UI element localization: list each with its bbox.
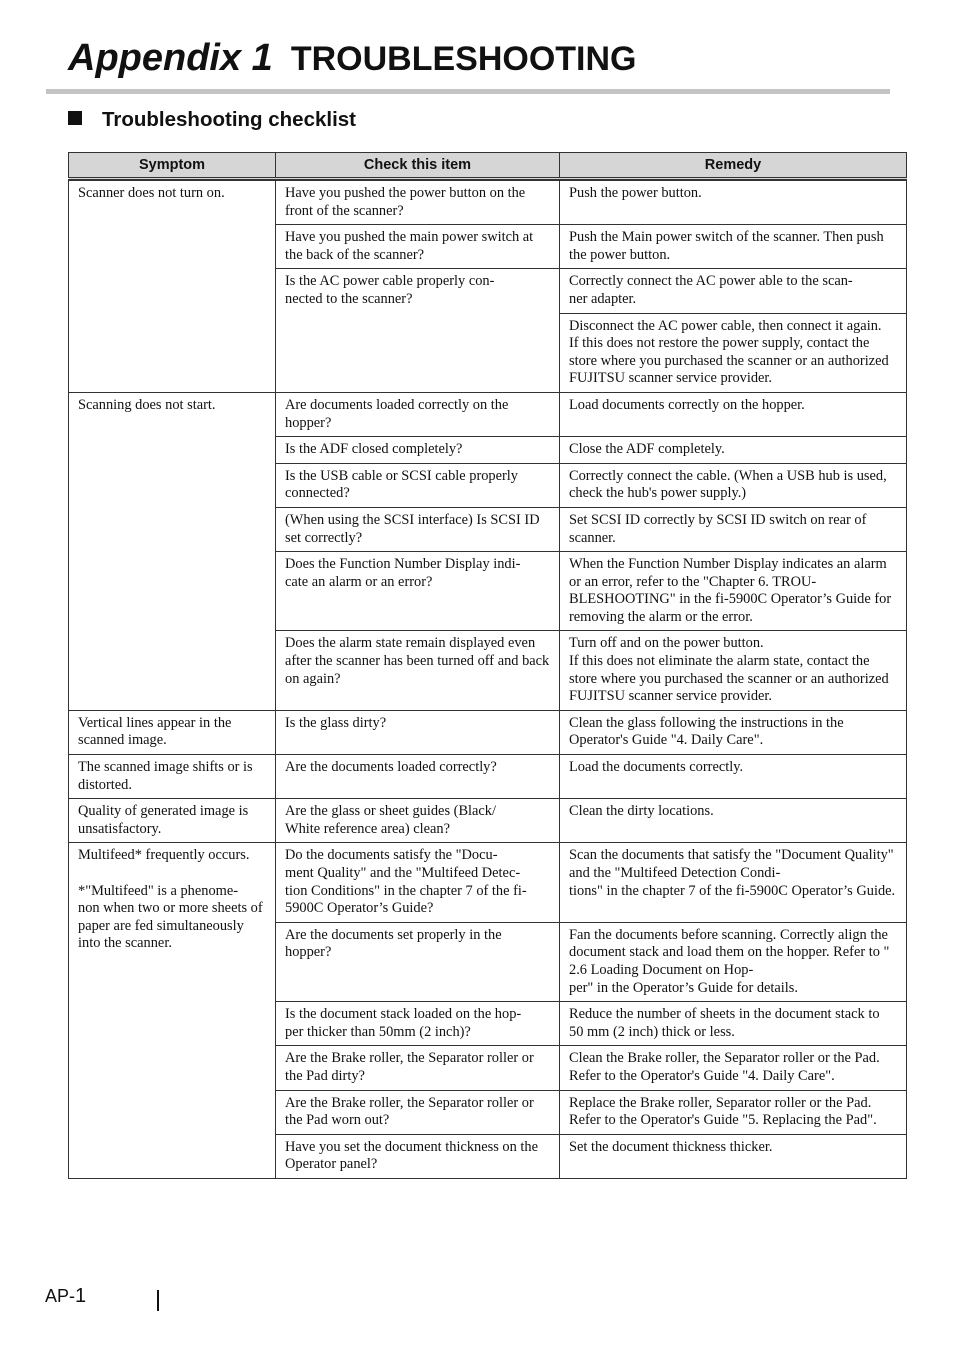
header-symptom: Symptom	[69, 153, 276, 179]
check-cell: Have you pushed the main power switch at the back of the scanner?	[276, 225, 560, 269]
remedy-cell: Correctly connect the cable. (When a USB hub is used, check the hub's power supply.)	[560, 463, 907, 507]
check-cell: Is the document stack loaded on the hop- per thicker than 50mm (2 inch)?	[276, 1002, 560, 1046]
remedy-cell: Load documents correctly on the hopper.	[560, 392, 907, 436]
remedy-cell: Push the Main power switch of the scanner. Then push the power button.	[560, 225, 907, 269]
remedy-cell: Fan the documents before scanning. Correctly align the document stack and load them on the hopper. Refer to " 2.6 Loading Document on Hop- per" in the Operator’s Guide for details.	[560, 922, 907, 1001]
check-cell: Are documents loaded correctly on the hopper?	[276, 392, 560, 436]
check-cell: Have you set the document thickness on the Operator panel?	[276, 1134, 560, 1178]
footer-divider	[157, 1290, 159, 1311]
symptom-cell: Quality of generated image is unsatisfactory.	[69, 799, 276, 843]
remedy-cell: Clean the Brake roller, the Separator roller or the Pad. Refer to the Operator's Guide "4. Daily Care".	[560, 1046, 907, 1090]
remedy-cell: Disconnect the AC power cable, then connect it again. If this does not restore the power supply, contact the store where you purchased the scanner or an authorized FUJITSU scanner service provider.	[560, 313, 907, 392]
check-cell: Does the Function Number Display indi- cate an alarm or an error?	[276, 552, 560, 631]
section-title: Troubleshooting checklist	[102, 108, 357, 131]
remedy-cell: Load the documents correctly.	[560, 755, 907, 799]
table-row	[69, 799, 907, 843]
table-row	[69, 755, 907, 799]
check-cell: Have you pushed the power button on the front of the scanner?	[276, 181, 560, 225]
page-number	[45, 1284, 86, 1308]
symptom-cell: Multifeed* frequently occurs. *"Multifeed" is a phenome- non when two or more sheets of paper are fed simultaneously into the scanner.	[69, 843, 276, 1179]
remedy-cell: Replace the Brake roller, Separator roller or the Pad. Refer to the Operator's Guide "5. Replacing the Pad".	[560, 1090, 907, 1134]
check-cell: Is the ADF closed completely?	[276, 437, 560, 464]
check-cell: Does the alarm state remain displayed even after the scanner has been turned off and back on again?	[276, 631, 560, 710]
appendix-title: TROUBLESHOOTING	[290, 40, 637, 78]
table-row	[69, 710, 907, 754]
header-remedy: Remedy	[560, 153, 907, 179]
section-heading	[68, 106, 356, 134]
remedy-cell: Push the power button.	[560, 181, 907, 225]
symptom-cell: Scanning does not start.	[69, 392, 276, 710]
page-number-value: 1	[75, 1285, 87, 1307]
remedy-cell: Clean the dirty locations.	[560, 799, 907, 843]
check-cell: Is the glass dirty?	[276, 710, 560, 754]
remedy-cell: Clean the glass following the instructions in the Operator's Guide "4. Daily Care".	[560, 710, 907, 754]
title-rule	[46, 89, 890, 94]
table-header-row	[69, 153, 907, 179]
check-cell: Are the documents set properly in the hopper?	[276, 922, 560, 1001]
remedy-cell: Close the ADF completely.	[560, 437, 907, 464]
appendix-label: Appendix 1	[68, 37, 273, 79]
remedy-cell: When the Function Number Display indicates an alarm or an error, refer to the "Chapter 6. TROU- BLESHOOTING" in the fi-5900C Operator’s Guide for removing the alarm or the error.	[560, 552, 907, 631]
check-cell: Are the Brake roller, the Separator roller or the Pad dirty?	[276, 1046, 560, 1090]
page-title	[68, 32, 636, 85]
table-row	[69, 392, 907, 436]
symptom-cell: The scanned image shifts or is distorted.	[69, 755, 276, 799]
header-check: Check this item	[276, 153, 560, 179]
check-cell: Are the documents loaded correctly?	[276, 755, 560, 799]
remedy-cell: Set SCSI ID correctly by SCSI ID switch on rear of scanner.	[560, 507, 907, 551]
check-cell: Is the USB cable or SCSI cable properly connected?	[276, 463, 560, 507]
square-bullet-icon	[68, 111, 82, 125]
remedy-cell: Turn off and on the power button. If this does not eliminate the alarm state, contact the store where you purchased the scanner or an authorized FUJITSU scanner service provider.	[560, 631, 907, 710]
table-body	[69, 179, 907, 1179]
table-row	[69, 843, 907, 922]
check-cell: Do the documents satisfy the "Docu- ment Quality" and the "Multifeed Detec- tion Conditions" in the chapter 7 of the fi-5900C Operator’s Guide?	[276, 843, 560, 922]
troubleshooting-table	[68, 152, 907, 1179]
symptom-cell: Scanner does not turn on.	[69, 181, 276, 393]
remedy-cell: Set the document thickness thicker.	[560, 1134, 907, 1178]
symptom-cell: Vertical lines appear in the scanned image.	[69, 710, 276, 754]
check-cell: Are the glass or sheet guides (Black/ White reference area) clean?	[276, 799, 560, 843]
remedy-cell: Reduce the number of sheets in the document stack to 50 mm (2 inch) thick or less.	[560, 1002, 907, 1046]
check-cell: (When using the SCSI interface) Is SCSI ID set correctly?	[276, 507, 560, 551]
table-row	[69, 181, 907, 225]
remedy-cell: Correctly connect the AC power able to the scan- ner adapter.	[560, 269, 907, 313]
check-cell: Are the Brake roller, the Separator roller or the Pad worn out?	[276, 1090, 560, 1134]
remedy-cell: Scan the documents that satisfy the "Document Quality" and the "Multifeed Detection Condi- tions" in the chapter 7 of the fi-5900C Operator’s Guide.	[560, 843, 907, 922]
check-cell: Is the AC power cable properly con- nected to the scanner?	[276, 269, 560, 393]
page-prefix: AP-	[45, 1286, 76, 1306]
